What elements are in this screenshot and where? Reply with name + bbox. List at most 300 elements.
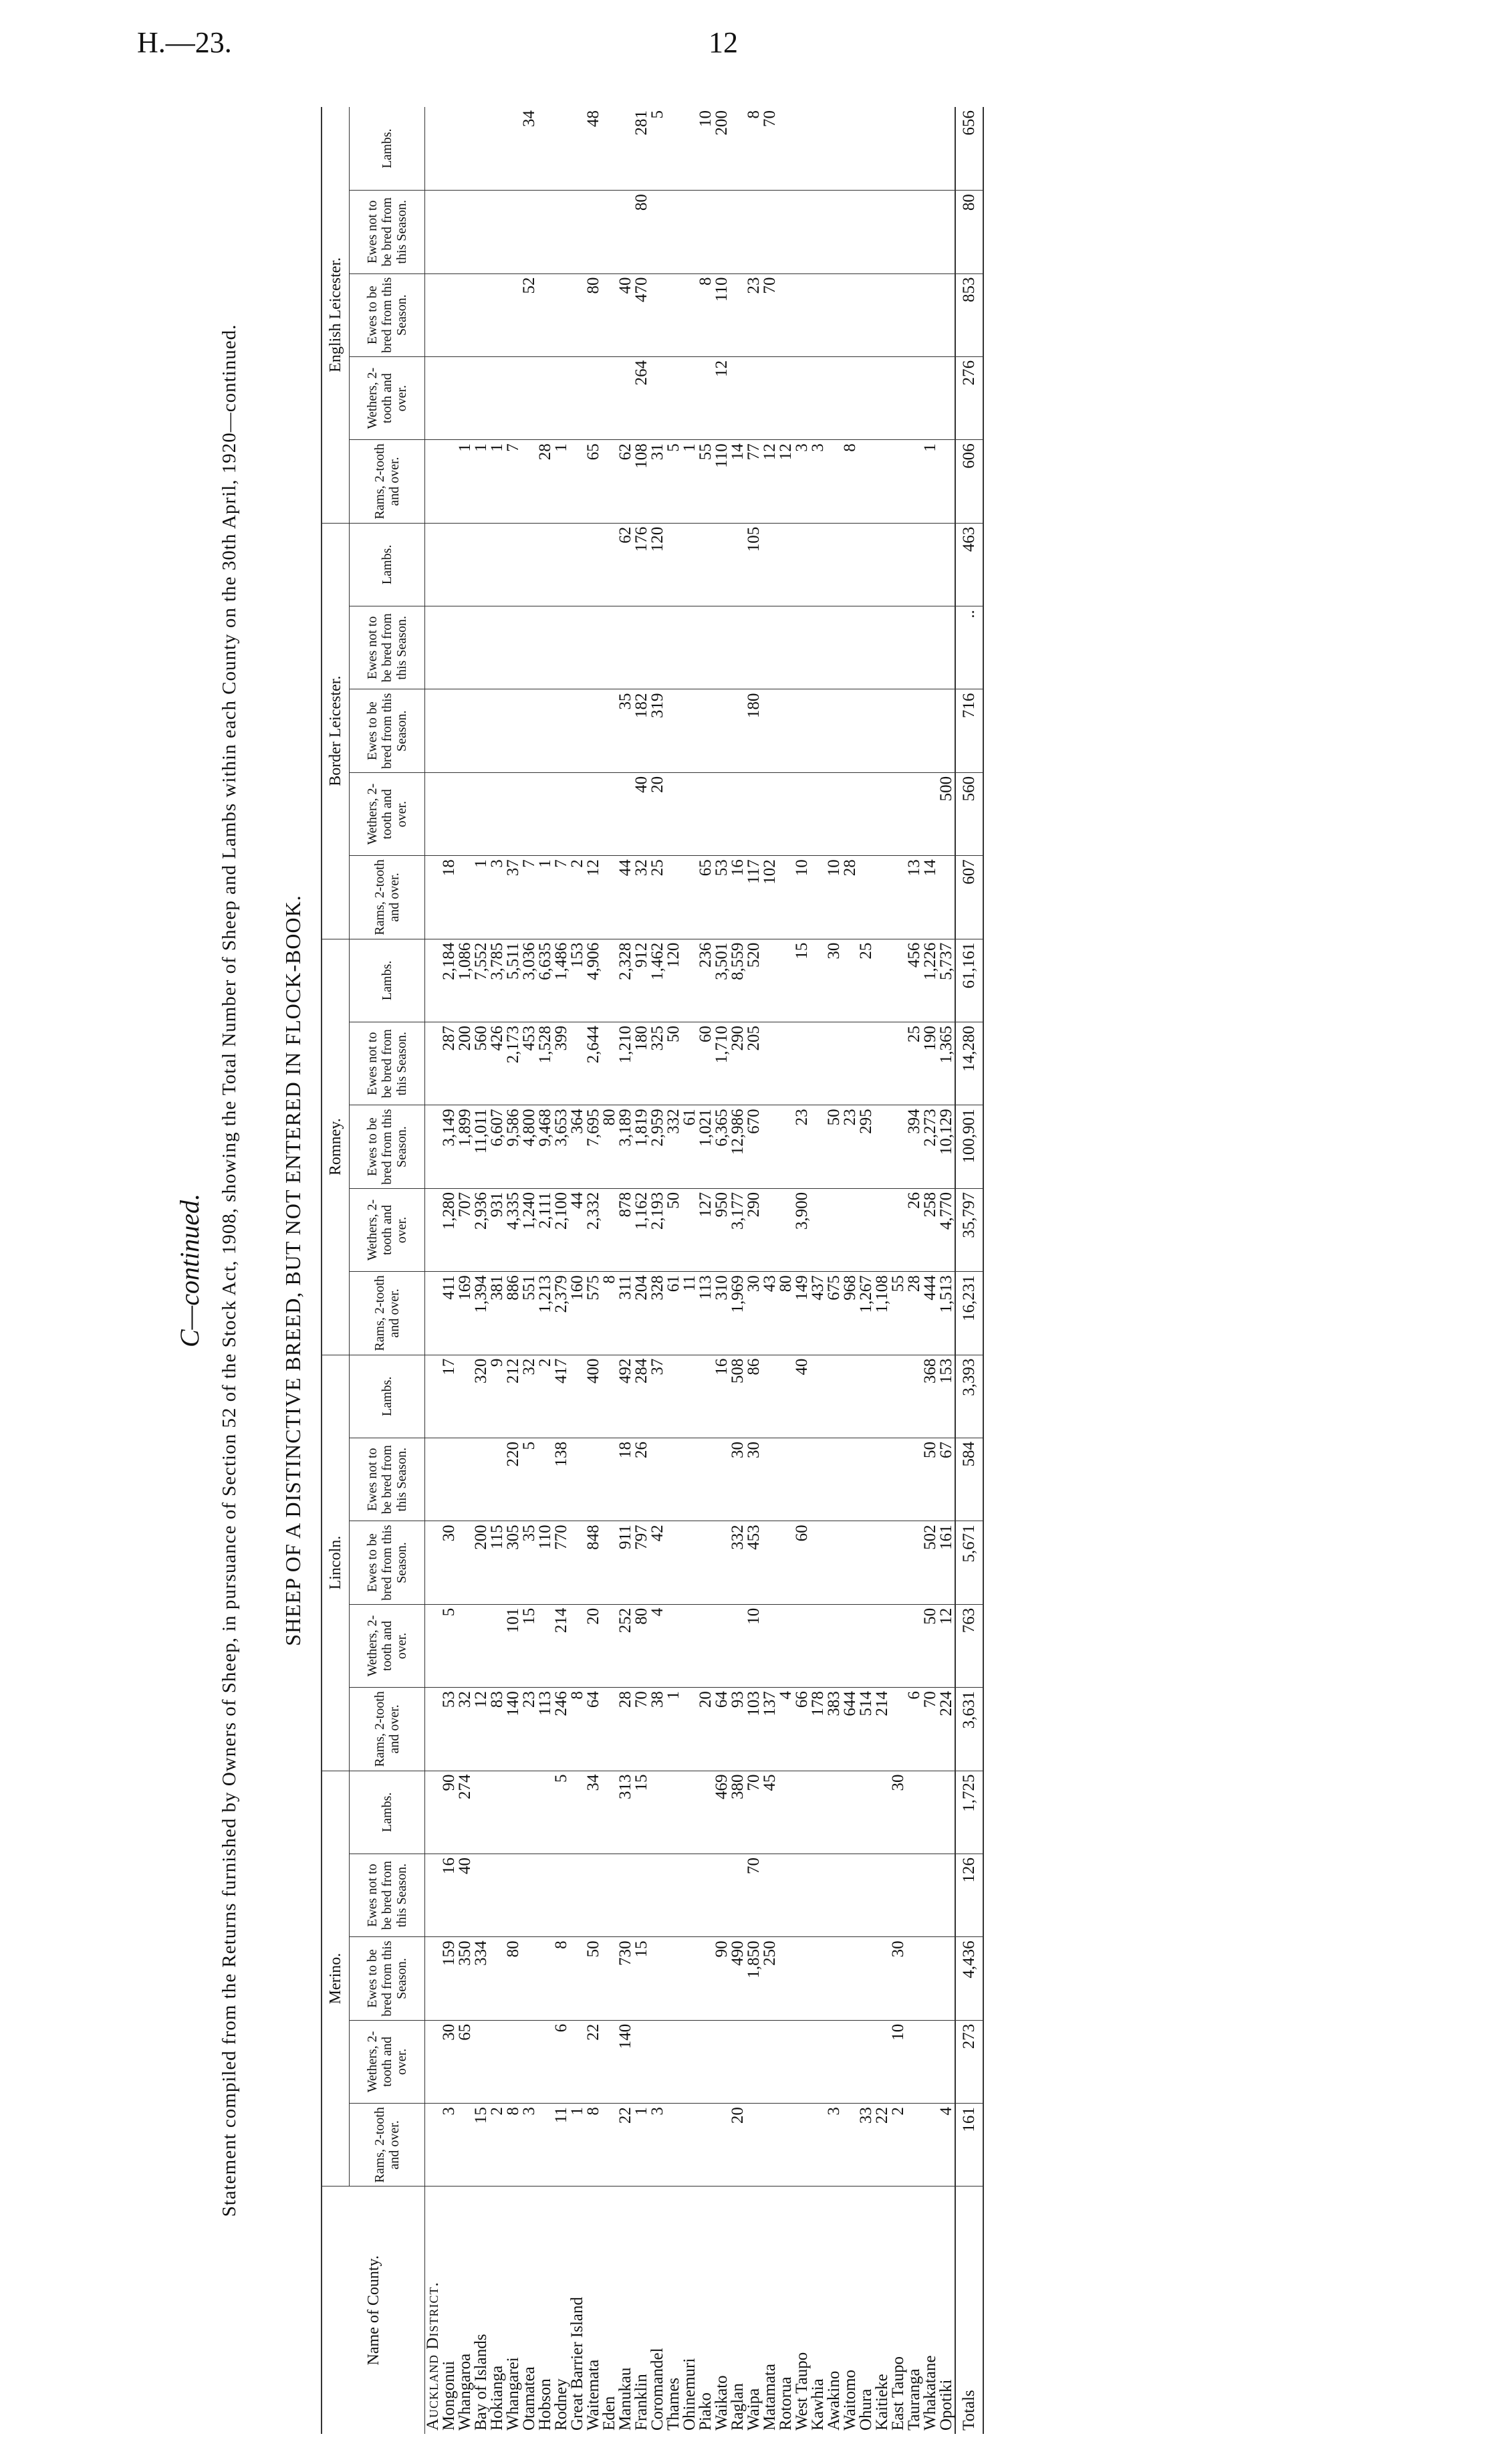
table-cell xyxy=(602,356,618,439)
table-cell: 159 xyxy=(441,1937,457,2020)
table-cell: 38 xyxy=(650,1688,666,1771)
table-cell xyxy=(505,107,521,191)
table-cell xyxy=(521,1771,537,1854)
column-header: Rams, 2-tooth and over. xyxy=(350,1272,425,1355)
table-cell: 115 xyxy=(489,1521,505,1604)
county-name: Kawhia xyxy=(809,2378,827,2431)
table-cell xyxy=(730,606,746,689)
table-cell: 380 xyxy=(730,1771,746,1854)
county-name: East Taupo xyxy=(889,2356,907,2431)
table-cell xyxy=(938,1937,955,2020)
table-cell: 399 xyxy=(553,1022,570,1105)
table-cell xyxy=(602,1937,618,2020)
table-cell: 113 xyxy=(698,1272,714,1355)
table-cell xyxy=(570,356,586,439)
table-cell xyxy=(602,1771,618,1854)
table-cell: 2,959 xyxy=(650,1105,666,1188)
table-row xyxy=(489,107,505,2434)
table-cell: 117 xyxy=(746,856,762,939)
table-cell xyxy=(794,191,810,273)
table-cell xyxy=(922,1854,938,1936)
table-cell: 1,528 xyxy=(537,1022,553,1105)
table-cell: 1,267 xyxy=(858,1272,874,1355)
breed-header-lincoln: Lincoln. xyxy=(322,1355,350,1771)
table-cell xyxy=(858,856,874,939)
table-cell: 400 xyxy=(586,1355,602,1438)
table-cell xyxy=(698,356,714,439)
table-cell: 575 xyxy=(586,1272,602,1355)
table-cell xyxy=(586,356,602,439)
table-cell: 160 xyxy=(570,1272,586,1355)
table-cell: 30 xyxy=(441,1521,457,1604)
table-cell xyxy=(890,772,906,855)
table-cell: 200 xyxy=(714,107,730,191)
table-cell: 23 xyxy=(794,1105,810,1188)
table-cell xyxy=(666,1854,682,1936)
table-cell: 15 xyxy=(794,939,810,1022)
table-cell xyxy=(634,606,650,689)
table-cell xyxy=(746,2020,762,2103)
table-cell: 1 xyxy=(922,440,938,523)
table-cell: 8 xyxy=(698,273,714,356)
table-row xyxy=(666,107,682,2434)
table-cell xyxy=(521,523,537,606)
table-cell xyxy=(682,1604,698,1687)
table-cell xyxy=(602,2020,618,2103)
table-cell xyxy=(890,523,906,606)
table-cell xyxy=(906,107,922,191)
table-cell: 551 xyxy=(521,1272,537,1355)
table-cell: 670 xyxy=(746,1105,762,1188)
table-cell: 4 xyxy=(938,2104,955,2187)
table-cell: 62 xyxy=(618,440,634,523)
empty-cell xyxy=(425,856,442,939)
table-cell xyxy=(890,191,906,273)
table-cell xyxy=(602,772,618,855)
table-row xyxy=(922,107,938,2434)
table-cell: 730 xyxy=(618,1937,634,2020)
empty-cell xyxy=(425,2020,442,2103)
table-cell xyxy=(778,1521,794,1604)
table-cell: 4,906 xyxy=(586,939,602,1022)
table-cell xyxy=(746,772,762,855)
table-cell xyxy=(858,1355,874,1438)
table-cell: 48 xyxy=(586,107,602,191)
table-cell: 110 xyxy=(714,440,730,523)
district-row xyxy=(425,107,442,2434)
table-cell xyxy=(810,2104,826,2187)
table-row xyxy=(521,107,537,2434)
table-cell xyxy=(826,689,842,772)
table-cell: 16 xyxy=(730,856,746,939)
table-cell xyxy=(441,440,457,523)
table-cell: 1,162 xyxy=(634,1188,650,1271)
table-cell xyxy=(778,1937,794,2020)
table-cell: 886 xyxy=(505,1272,521,1355)
table-cell: 284 xyxy=(634,1355,650,1438)
totals-cell: .. xyxy=(955,606,983,689)
table-cell: 968 xyxy=(842,1272,858,1355)
table-cell xyxy=(778,939,794,1022)
table-cell xyxy=(441,1438,457,1521)
table-cell: 411 xyxy=(441,1272,457,1355)
county-name: Opotiki xyxy=(937,2379,955,2431)
table-cell xyxy=(906,1521,922,1604)
table-cell xyxy=(890,1105,906,1188)
table-cell: 32 xyxy=(521,1355,537,1438)
table-cell xyxy=(650,191,666,273)
table-cell xyxy=(666,772,682,855)
table-cell: 2,173 xyxy=(505,1022,521,1105)
table-cell: 137 xyxy=(762,1688,778,1771)
table-cell: 8 xyxy=(505,2104,521,2187)
table-cell: 1,850 xyxy=(746,1937,762,2020)
table-cell xyxy=(890,1438,906,1521)
table-cell xyxy=(602,2104,618,2187)
table-cell xyxy=(794,273,810,356)
table-cell: 328 xyxy=(650,1272,666,1355)
table-cell: 12 xyxy=(778,440,794,523)
table-cell: 9 xyxy=(489,1355,505,1438)
table-cell xyxy=(457,191,473,273)
empty-cell xyxy=(425,1604,442,1687)
table-cell xyxy=(794,107,810,191)
table-cell xyxy=(489,1937,505,2020)
table-cell xyxy=(537,273,553,356)
table-cell xyxy=(906,440,922,523)
table-cell xyxy=(682,772,698,855)
table-cell xyxy=(618,191,634,273)
table-cell: 8 xyxy=(570,1688,586,1771)
table-cell xyxy=(922,191,938,273)
table-cell: 80 xyxy=(634,191,650,273)
table-cell xyxy=(682,1438,698,1521)
totals-cell: 3,393 xyxy=(955,1355,983,1438)
table-cell xyxy=(778,856,794,939)
table-cell: 1,899 xyxy=(457,1105,473,1188)
table-cell xyxy=(826,191,842,273)
table-cell xyxy=(730,191,746,273)
table-cell: 3 xyxy=(650,2104,666,2187)
county-name: Franklin xyxy=(632,2374,650,2431)
table-cell xyxy=(906,1771,922,1854)
table-cell: 190 xyxy=(922,1022,938,1105)
totals-cell: 656 xyxy=(955,107,983,191)
table-cell: 319 xyxy=(650,689,666,772)
table-cell: 912 xyxy=(634,939,650,1022)
column-header: Lambs. xyxy=(350,523,425,606)
table-cell xyxy=(826,1022,842,1105)
table-cell: 1,710 xyxy=(714,1022,730,1105)
table-cell: 1,240 xyxy=(521,1188,537,1271)
table-cell: 236 xyxy=(698,939,714,1022)
table-cell xyxy=(618,606,634,689)
table-cell: 1,226 xyxy=(922,939,938,1022)
table-cell xyxy=(778,1188,794,1271)
table-cell: 204 xyxy=(634,1272,650,1355)
county-name: Waipa xyxy=(745,2388,763,2431)
totals-cell: 463 xyxy=(955,523,983,606)
table-cell xyxy=(746,2104,762,2187)
breed-header-english-leicester: English Leicester. xyxy=(322,107,350,523)
table-cell xyxy=(650,356,666,439)
table-cell xyxy=(842,1604,858,1687)
table-cell xyxy=(650,1438,666,1521)
table-cell xyxy=(714,191,730,273)
table-cell xyxy=(794,1771,810,1854)
table-cell: 11,011 xyxy=(473,1105,489,1188)
table-cell xyxy=(698,191,714,273)
table-cell xyxy=(794,1022,810,1105)
table-cell xyxy=(810,1854,826,1936)
table-cell xyxy=(906,606,922,689)
table-cell: 502 xyxy=(922,1521,938,1604)
table-cell xyxy=(906,1355,922,1438)
table-cell: 149 xyxy=(794,1272,810,1355)
table-cell: 44 xyxy=(618,856,634,939)
table-cell xyxy=(473,1854,489,1936)
table-cell xyxy=(489,689,505,772)
county-name: Waikato xyxy=(713,2375,731,2431)
table-cell xyxy=(794,606,810,689)
empty-cell xyxy=(425,273,442,356)
column-header: Ewes to be bred from this Season. xyxy=(350,1521,425,1604)
column-header: Ewes not to be bred from this Season. xyxy=(350,606,425,689)
table-cell: 26 xyxy=(634,1438,650,1521)
totals-cell: 276 xyxy=(955,356,983,439)
table-cell: 43 xyxy=(762,1272,778,1355)
table-cell: 40 xyxy=(794,1355,810,1438)
table-cell xyxy=(682,191,698,273)
totals-cell: 584 xyxy=(955,1438,983,1521)
table-cell: 30 xyxy=(826,939,842,1022)
table-cell xyxy=(890,1854,906,1936)
table-cell xyxy=(714,1521,730,1604)
column-header: Rams, 2-tooth and over. xyxy=(350,856,425,939)
table-cell xyxy=(810,1521,826,1604)
table-cell xyxy=(537,2020,553,2103)
empty-cell xyxy=(425,939,442,1022)
table-cell xyxy=(714,1854,730,1936)
table-cell: 31 xyxy=(650,440,666,523)
empty-cell xyxy=(425,1521,442,1604)
table-cell: 20 xyxy=(586,1604,602,1687)
table-cell xyxy=(810,523,826,606)
table-body xyxy=(425,107,984,2434)
table-cell xyxy=(586,1854,602,1936)
table-cell xyxy=(810,1105,826,1188)
table-cell: 469 xyxy=(714,1771,730,1854)
table-cell: 18 xyxy=(618,1438,634,1521)
table-cell xyxy=(810,107,826,191)
table-cell: 3 xyxy=(489,856,505,939)
county-name: Rodney xyxy=(552,2378,570,2431)
table-row xyxy=(634,107,650,2434)
county-name: Kaitieke xyxy=(873,2374,891,2431)
empty-cell xyxy=(425,107,442,191)
table-cell xyxy=(666,856,682,939)
table-cell xyxy=(441,523,457,606)
table-cell xyxy=(826,2020,842,2103)
table-cell: 7,695 xyxy=(586,1105,602,1188)
table-cell: 77 xyxy=(746,440,762,523)
table-cell: 364 xyxy=(570,1105,586,1188)
table-cell xyxy=(938,2020,955,2103)
table-cell xyxy=(602,1355,618,1438)
table-cell xyxy=(457,356,473,439)
table-cell xyxy=(826,606,842,689)
totals-cell: 14,280 xyxy=(955,1022,983,1105)
table-cell: 15 xyxy=(634,1937,650,2020)
table-cell xyxy=(714,1604,730,1687)
table-cell xyxy=(602,273,618,356)
table-cell: 250 xyxy=(762,1937,778,2020)
table-cell xyxy=(826,273,842,356)
table-cell xyxy=(810,273,826,356)
table-cell xyxy=(874,1188,890,1271)
county-name: Rotorua xyxy=(777,2376,795,2431)
table-cell: 2,936 xyxy=(473,1188,489,1271)
table-cell xyxy=(890,1688,906,1771)
table-cell xyxy=(762,1521,778,1604)
table-cell xyxy=(441,772,457,855)
table-cell xyxy=(778,772,794,855)
table-cell: 127 xyxy=(698,1188,714,1271)
totals-cell: 100,901 xyxy=(955,1105,983,1188)
table-cell xyxy=(826,523,842,606)
table-cell xyxy=(842,356,858,439)
table-cell xyxy=(810,939,826,1022)
table-cell xyxy=(618,356,634,439)
table-cell: 50 xyxy=(922,1604,938,1687)
table-cell xyxy=(489,273,505,356)
table-cell xyxy=(682,856,698,939)
table-cell xyxy=(842,273,858,356)
table-cell: 20 xyxy=(650,772,666,855)
table-cell xyxy=(553,107,570,191)
table-cell: 417 xyxy=(553,1355,570,1438)
table-cell: 707 xyxy=(457,1188,473,1271)
table-cell xyxy=(730,1854,746,1936)
table-cell: 490 xyxy=(730,1937,746,2020)
table-cell xyxy=(922,356,938,439)
table-cell: 3,900 xyxy=(794,1188,810,1271)
table-cell xyxy=(762,1854,778,1936)
empty-cell xyxy=(425,440,442,523)
table-cell: 214 xyxy=(874,1688,890,1771)
table-cell xyxy=(473,1771,489,1854)
table-cell: 246 xyxy=(553,1688,570,1771)
table-cell: 26 xyxy=(906,1188,922,1271)
table-cell xyxy=(730,356,746,439)
table-cell xyxy=(826,107,842,191)
table-cell: 8 xyxy=(553,1937,570,2020)
table-cell xyxy=(906,689,922,772)
table-cell xyxy=(698,2020,714,2103)
table-cell xyxy=(521,1937,537,2020)
table-cell xyxy=(794,2104,810,2187)
table-cell xyxy=(602,1521,618,1604)
table-cell xyxy=(810,191,826,273)
table-cell xyxy=(762,1438,778,1521)
table-cell: 35 xyxy=(618,689,634,772)
table-cell: 30 xyxy=(441,2020,457,2103)
table-cell xyxy=(521,606,537,689)
table-cell: 40 xyxy=(457,1854,473,1936)
table-cell xyxy=(826,1604,842,1687)
table-row xyxy=(505,107,521,2434)
table-cell: 3,149 xyxy=(441,1105,457,1188)
table-cell: 444 xyxy=(922,1272,938,1355)
table-cell xyxy=(810,1355,826,1438)
table-cell xyxy=(810,689,826,772)
table-cell xyxy=(842,689,858,772)
table-cell xyxy=(570,107,586,191)
table-cell xyxy=(698,1771,714,1854)
table-cell xyxy=(826,440,842,523)
table-cell xyxy=(537,2104,553,2187)
table-cell: 212 xyxy=(505,1355,521,1438)
table-cell: 200 xyxy=(473,1521,489,1604)
table-cell: 34 xyxy=(586,1771,602,1854)
table-cell xyxy=(778,1105,794,1188)
table-cell xyxy=(602,1688,618,1771)
table-cell xyxy=(874,273,890,356)
table-cell xyxy=(521,356,537,439)
table-cell xyxy=(537,1771,553,1854)
table-cell: 2,193 xyxy=(650,1188,666,1271)
table-cell xyxy=(762,1188,778,1271)
county-name: Piako xyxy=(697,2392,715,2431)
table-cell: 53 xyxy=(714,856,730,939)
table-cell: 50 xyxy=(586,1937,602,2020)
table-cell xyxy=(553,191,570,273)
table-cell xyxy=(890,356,906,439)
column-header: Lambs. xyxy=(350,107,425,191)
table-cell xyxy=(858,1937,874,2020)
table-cell: 1,086 xyxy=(457,939,473,1022)
table-cell xyxy=(441,606,457,689)
table-cell xyxy=(762,191,778,273)
totals-cell: 35,797 xyxy=(955,1188,983,1271)
table-cell xyxy=(858,1188,874,1271)
table-cell xyxy=(570,1355,586,1438)
table-cell xyxy=(842,1521,858,1604)
table-cell xyxy=(618,107,634,191)
table-row xyxy=(762,107,778,2434)
table-cell xyxy=(537,606,553,689)
table-cell xyxy=(698,1521,714,1604)
table-cell xyxy=(826,1355,842,1438)
table-cell xyxy=(874,1937,890,2020)
county-name: Ohura xyxy=(857,2388,875,2431)
table-cell: 23 xyxy=(521,1688,537,1771)
table-cell: 30 xyxy=(746,1438,762,1521)
table-cell xyxy=(714,1438,730,1521)
county-name: Mongonui xyxy=(440,2360,458,2431)
table-cell xyxy=(682,356,698,439)
table-cell xyxy=(489,1604,505,1687)
table-cell xyxy=(874,356,890,439)
table-cell xyxy=(938,440,955,523)
table-cell: 281 xyxy=(634,107,650,191)
table-cell: 252 xyxy=(618,1604,634,1687)
table-cell xyxy=(842,1937,858,2020)
table-cell xyxy=(794,1438,810,1521)
empty-cell xyxy=(425,606,442,689)
table-cell: 90 xyxy=(714,1937,730,2020)
table-cell: 25 xyxy=(858,939,874,1022)
